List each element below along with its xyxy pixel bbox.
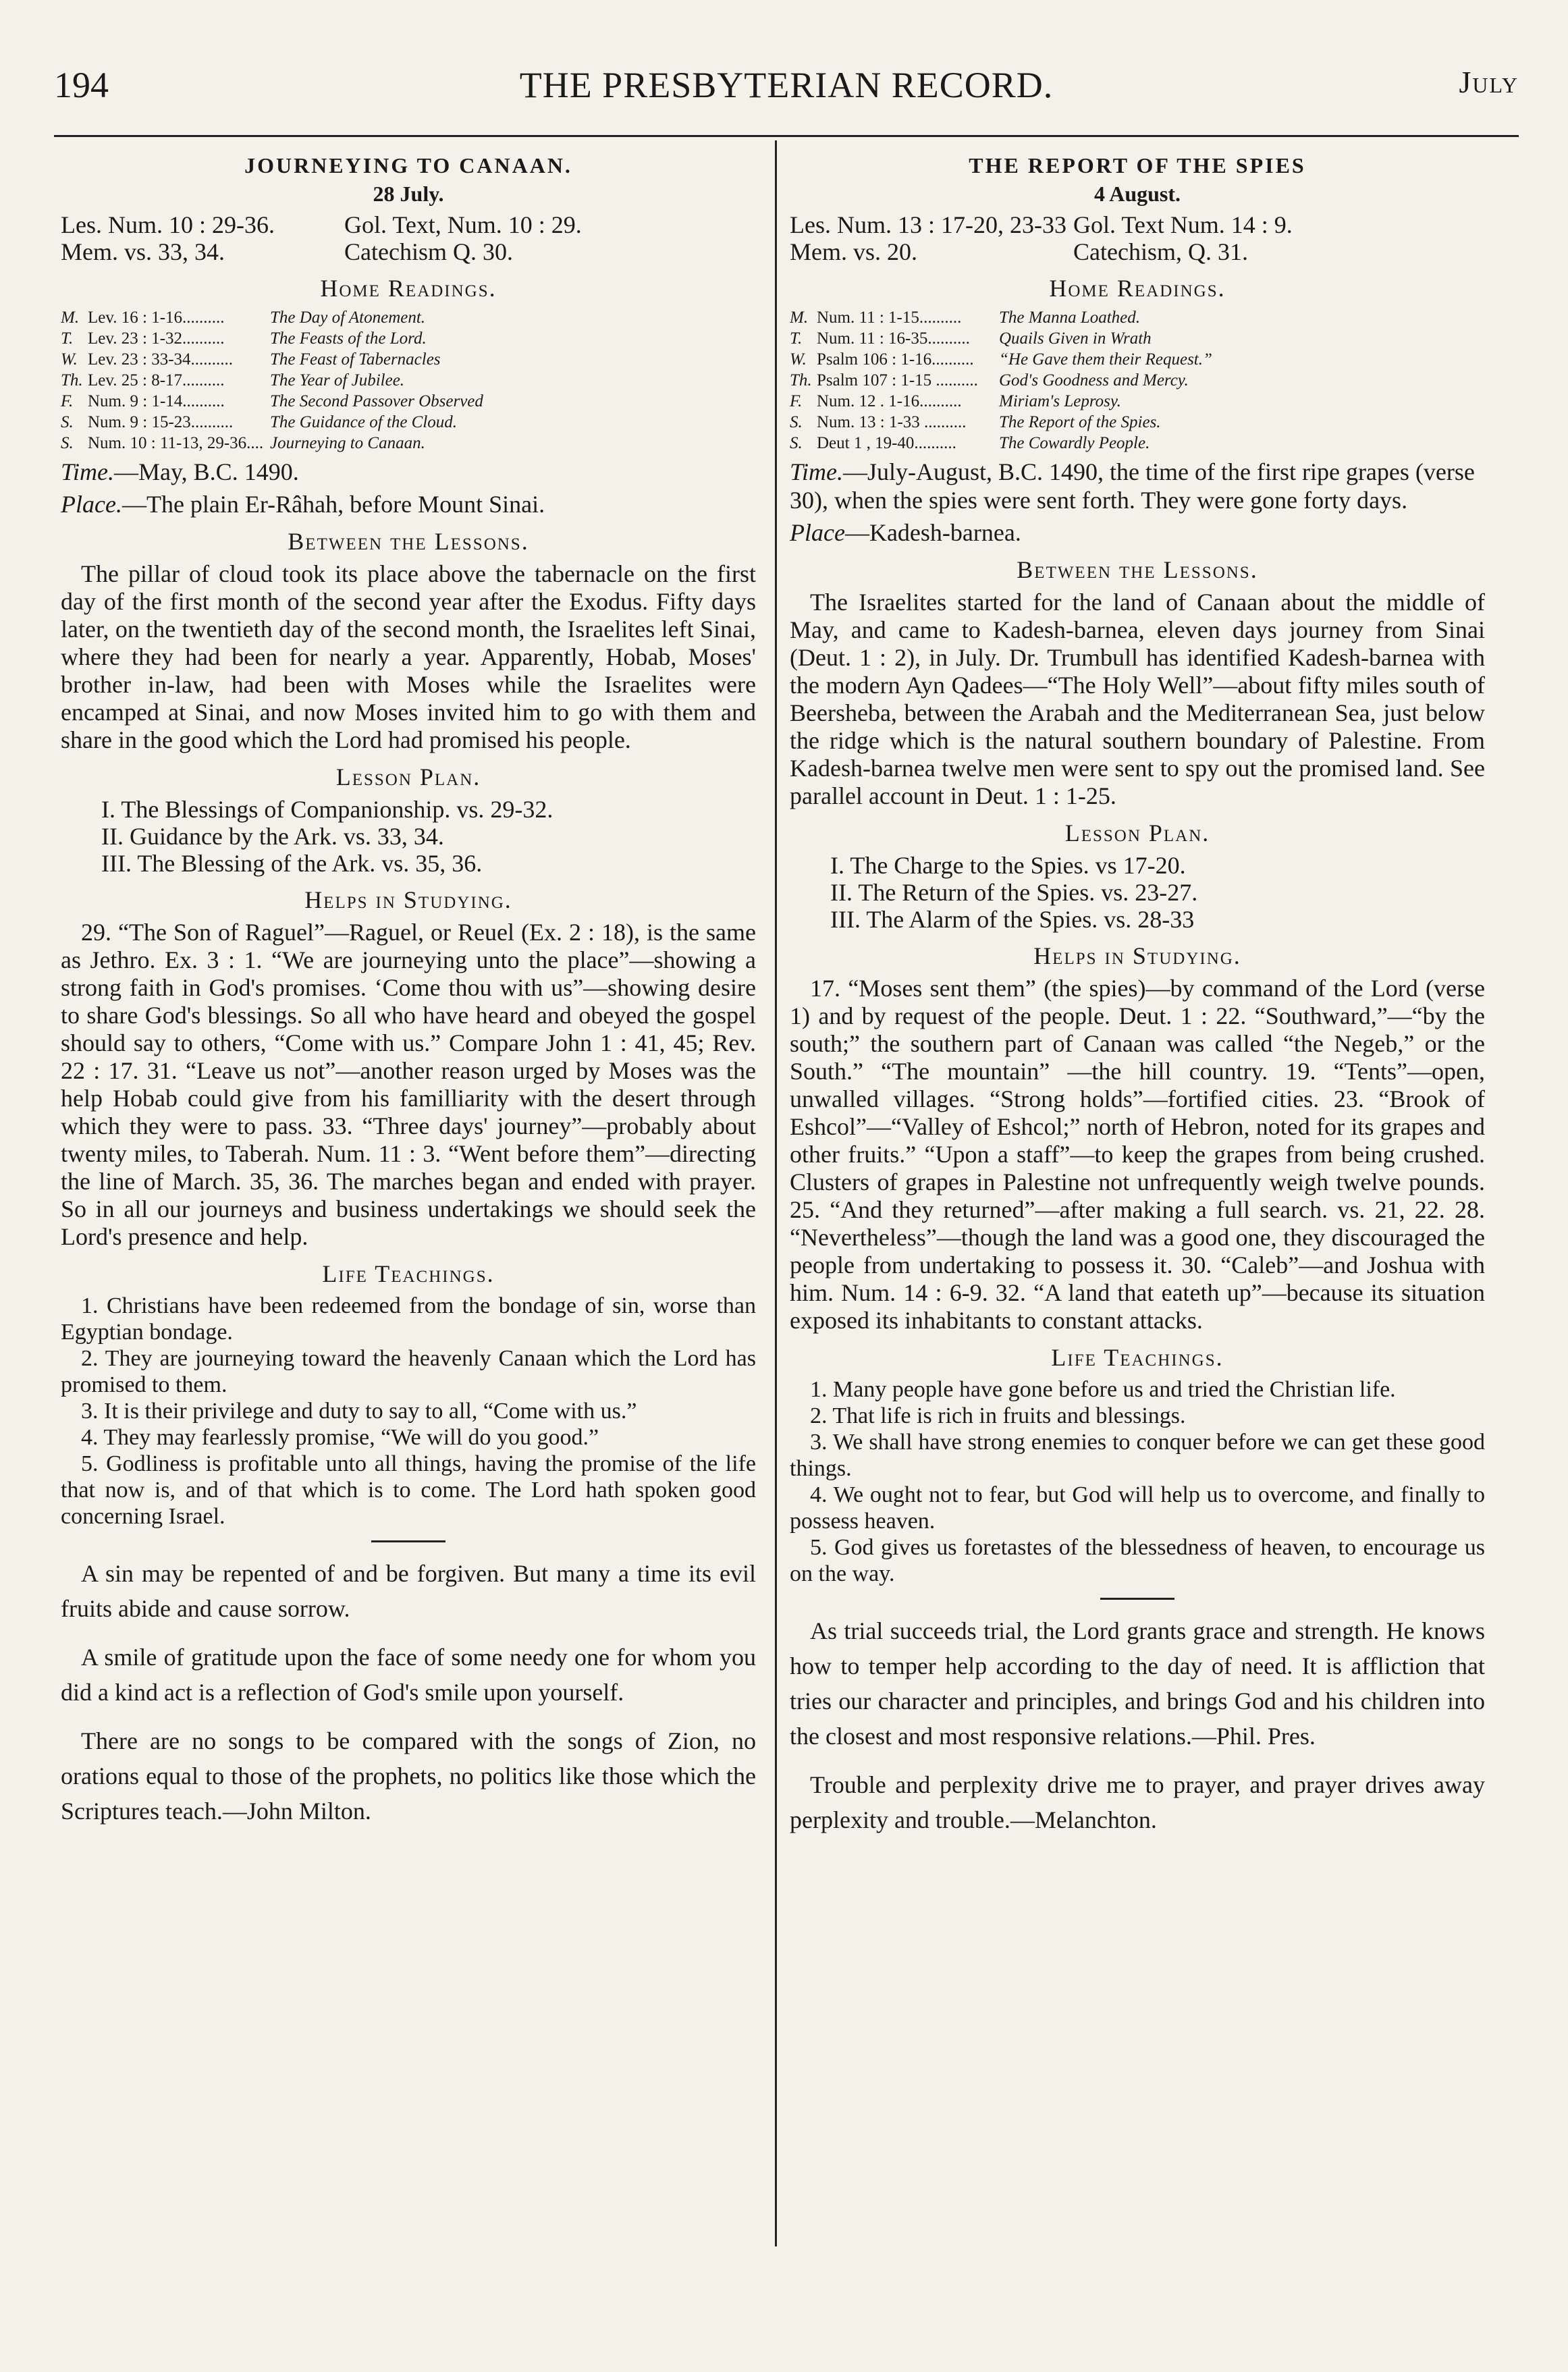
time-label: Time. <box>61 458 115 485</box>
reading-day: F. <box>61 392 74 410</box>
journal-title: THE PRESBYTERIAN RECORD. <box>519 65 1054 105</box>
lesson-place <box>790 518 1485 547</box>
reading-day: S. <box>61 434 74 452</box>
lesson-plan-item: I. The Charge to the Spies. vs 17-20. <box>830 852 1186 879</box>
reading-row <box>61 370 756 391</box>
between-lessons-text: The pillar of cloud took its place above the tabernacle on the first day of the first month of the second year after the Exodus. Fifty days later, on the twentieth day of the second month, the Israelites left Sinai, where they had been for nearly a year. Apparently, Hobab, Moses' brother in-law, had been with Moses while the Israelites were encamped at Sinai, and now Moses invited him to go with them and share in the good which the Lord had promised his people. <box>61 560 756 753</box>
life-teaching-item: 2. That life is rich in fruits and blessings. <box>810 1403 1186 1428</box>
catechism-ref: Catechism, Q. 31. <box>1073 238 1248 265</box>
reading-title: The Feasts of the Lord. <box>270 329 427 348</box>
lesson-plan-item: II. The Return of the Spies. vs. 23-27. <box>830 879 1198 906</box>
lesson-meta-row <box>790 238 1485 265</box>
life-teaching-item: 5. God gives us foretastes of the blessedness of heaven, to encourage us on the way. <box>790 1535 1485 1586</box>
reading-day: Th. <box>61 371 83 389</box>
reading-title: Journeying to Canaan. <box>270 434 425 452</box>
lesson-date: 28 July. <box>373 182 444 206</box>
reading-title: “He Gave them their Request.” <box>999 350 1212 369</box>
reading-ref: Lev. 16 : 1-16.......... <box>88 308 225 327</box>
issue-month: July <box>1459 65 1519 99</box>
column-divider <box>775 140 777 2246</box>
reading-row <box>790 391 1485 412</box>
lesson-plan-item: I. The Blessings of Companionship. vs. 29-32. <box>101 796 553 823</box>
helps-heading: Helps in Studying. <box>1033 942 1241 969</box>
reading-row <box>61 412 756 433</box>
reading-title: The Report of the Spies. <box>999 413 1161 431</box>
lesson-place <box>61 490 756 518</box>
life-teaching-item: 4. They may fearlessly promise, “We will do you good.” <box>81 1425 599 1450</box>
life-teaching-item: 1. Christians have been redeemed from the bondage of sin, worse than Egyptian bondage. <box>61 1293 756 1345</box>
reading-day: W. <box>790 350 807 369</box>
lesson-date: 4 August. <box>1093 182 1181 206</box>
life-teaching-item: 5. Godliness is profitable unto all things, having the promise of the life that now is, and of that which is to come. The Lord hath spoken good concerning Israel. <box>61 1451 756 1529</box>
lesson-column-right <box>790 152 1485 2244</box>
quote-paragraph: A smile of gratitude upon the face of some needy one for whom you did a kind act is a reflection of God's smile upon yourself. <box>61 1644 756 1706</box>
reading-row <box>790 433 1485 454</box>
life-teaching-item: 1. Many people have gone before us and tried the Christian life. <box>810 1377 1396 1402</box>
home-readings-heading: Home Readings. <box>1049 275 1226 302</box>
life-teaching-item: 3. We shall have strong enemies to conquer before we can get these good things. <box>790 1430 1485 1481</box>
reading-row <box>61 349 756 370</box>
reading-day: S. <box>790 434 803 452</box>
place-label: Place. <box>61 491 122 518</box>
between-lessons-text: The Israelites started for the land of Canaan about the middle of May, and came to Kadesh-barnea, eleven days journey from Sinai (Deut. 1 : 2), in July. Dr. Trumbull has identified Kadesh-barnea with the modern Ayn Qadees—“The Holy Well”—about fifty miles south of Beersheba, between the Arabah and the Mediterranean Sea, just below the ridge which is the natural southern boundary of Palestine. From Kadesh-barnea twelve men were sent to spy out the promised land. See parallel account in Deut. 1 : 1-25. <box>790 589 1485 809</box>
reading-title: Miriam's Leprosy. <box>999 392 1121 410</box>
lesson-reference: Les. Num. 13 : 17-20, 23-33 <box>790 211 1066 238</box>
reading-title: The Manna Loathed. <box>999 308 1141 327</box>
home-readings-heading: Home Readings. <box>320 275 497 302</box>
lesson-plan-heading: Lesson Plan. <box>1064 819 1210 846</box>
helps-heading: Helps in Studying. <box>304 886 512 913</box>
lesson-reference: Les. Num. 10 : 29-36. <box>61 211 275 238</box>
header-rule <box>54 135 1519 137</box>
reading-day: F. <box>790 392 803 410</box>
reading-ref: Num. 10 : 11-13, 29-36.... <box>88 434 264 452</box>
life-teaching-item: 2. They are journeying toward the heavenly Canaan which the Lord has promised to them. <box>61 1346 756 1397</box>
reading-row <box>790 370 1485 391</box>
reading-day: S. <box>61 413 74 431</box>
reading-title: The Guidance of the Cloud. <box>270 413 458 431</box>
place-label: Place <box>790 519 845 546</box>
home-readings-list <box>61 307 756 454</box>
reading-ref: Deut 1 , 19-40.......... <box>817 434 956 452</box>
golden-text: Gol. Text Num. 14 : 9. <box>1073 211 1293 238</box>
reading-title: The Year of Jubilee. <box>270 371 405 389</box>
reading-ref: Psalm 107 : 1-15 .......... <box>817 371 978 389</box>
reading-row <box>61 433 756 454</box>
place-text: —Kadesh-barnea. <box>844 519 1021 546</box>
life-teaching-item: 3. It is their privilege and duty to say to all, “Come with us.” <box>81 1399 637 1424</box>
reading-ref: Num. 11 : 1-15.......... <box>817 308 962 327</box>
life-teachings-heading: Life Teachings. <box>1051 1344 1224 1371</box>
quote-paragraph: There are no songs to be compared with the songs of Zion, no orations equal to those of the prophets, no politics like those which the Scriptures teach.—John Milton. <box>61 1727 756 1825</box>
lesson-meta-row <box>61 211 756 238</box>
golden-text: Gol. Text, Num. 10 : 29. <box>344 211 582 238</box>
helps-text: 17. “Moses sent them” (the spies)—by command of the Lord (verse 1) and by request of the people. Deut. 1 : 22. “Southward,”—“by the south;” the southern part of Canaan was called “the Negeb,” or the South.” “The mountain” —the hill country. 19. “Tents”—open, unwalled villages. “Strong holds”—fortified cities. 23. “Brook of Eshcol”—“Valley of Eshcol;” north of Hebron, noted for its grapes and other fruits.” “Upon a staff”—to keep the grapes from being crushed. Clusters of grapes in Palestine not unfrequently weigh twelve pounds. 25. “And they returned”—after making a full search. vs. 21, 22. 28. “Nevertheless”—though the land was a good one, they discouraged the people from undertaking to possess it. 30. “Caleb”—and Joshua with him. Num. 14 : 6-9. 32. “A land that eateth up”—because its situation exposed its inhabitants to constant attacks. <box>790 975 1485 1334</box>
lesson-plan-heading: Lesson Plan. <box>335 763 481 790</box>
place-text: —The plain Er-Râhah, before Mount Sinai. <box>121 491 545 518</box>
memory-verses: Mem. vs. 20. <box>790 238 917 265</box>
lesson-title: JOURNEYING TO CANAAN. <box>244 153 572 178</box>
lesson-meta-row <box>61 238 756 265</box>
reading-row <box>790 412 1485 433</box>
reading-day: Th. <box>790 371 812 389</box>
reading-day: T. <box>61 329 74 348</box>
section-divider <box>1100 1598 1174 1600</box>
memory-verses: Mem. vs. 33, 34. <box>61 238 225 265</box>
reading-day: M. <box>61 308 80 327</box>
lesson-plan-item: III. The Alarm of the Spies. vs. 28-33 <box>830 906 1195 933</box>
catechism-ref: Catechism Q. 30. <box>344 238 513 265</box>
life-teaching-item: 4. We ought not to fear, but God will help us to overcome, and finally to possess heaven. <box>790 1482 1485 1534</box>
reading-ref: Num. 9 : 15-23.......... <box>88 413 234 431</box>
reading-ref: Num. 12 . 1-16.......... <box>817 392 962 410</box>
reading-row <box>61 307 756 328</box>
lesson-column-left <box>61 152 756 2244</box>
lesson-plan-item: III. The Blessing of the Ark. vs. 35, 36. <box>101 850 483 877</box>
time-text: —May, B.C. 1490. <box>114 458 299 485</box>
reading-ref: Num. 11 : 16-35.......... <box>817 329 970 348</box>
reading-day: T. <box>790 329 803 348</box>
lesson-meta-row <box>790 211 1485 238</box>
reading-ref: Psalm 106 : 1-16.......... <box>817 350 974 369</box>
reading-title: The Feast of Tabernacles <box>270 350 441 369</box>
lesson-time <box>790 458 1485 514</box>
reading-row <box>61 391 756 412</box>
reading-title: The Second Passover Observed <box>270 392 483 410</box>
lesson-time <box>61 458 756 486</box>
time-text: —July-August, B.C. 1490, the time of the first ripe grapes (verse 30), when the spies were sent forth. They were gone forty days. <box>790 458 1475 514</box>
reading-day: M. <box>790 308 809 327</box>
page-header <box>54 64 1519 145</box>
section-divider <box>371 1540 445 1542</box>
time-label: Time. <box>790 458 844 485</box>
reading-row <box>61 328 756 349</box>
quote-paragraph: A sin may be repented of and be forgiven. But many a time its evil fruits abide and cause sorrow. <box>61 1560 756 1622</box>
reading-ref: Lev. 25 : 8-17.......... <box>88 371 225 389</box>
reading-ref: Lev. 23 : 1-32.......... <box>88 329 225 348</box>
between-lessons-heading: Between the Lessons. <box>1017 556 1258 583</box>
lesson-plan-item: II. Guidance by the Ark. vs. 33, 34. <box>101 823 444 850</box>
reading-ref: Num. 9 : 1-14.......... <box>88 392 225 410</box>
reading-day: W. <box>61 350 78 369</box>
between-lessons-heading: Between the Lessons. <box>288 528 529 555</box>
reading-row <box>790 328 1485 349</box>
reading-ref: Lev. 23 : 33-34.......... <box>88 350 234 369</box>
reading-title: The Cowardly People. <box>999 434 1150 452</box>
helps-text: 29. “The Son of Raguel”—Raguel, or Reuel (Ex. 2 : 18), is the same as Jethro. Ex. 3 : 1. “We are journeying unto the place”—showing a strong faith in God's promises. ‘Come thou with us”—showing desire to share God's blessings. So all who have heard and obeyed the gospel should say to others, “Come with us.” Compare John 1 : 41, 45; Rev. 22 : 17. 31. “Leave us not”—another reason urged by Moses was the help Hobab could give from his familliarity with the desert through which they were to pass. 33. “Three days' journey”—probably about twenty miles, to Taberah. Num. 11 : 3. “Went before them”—directing the line of March. 35, 36. The marches began and ended with prayer. So in all our journeys and business undertakings we should seek the Lord's presence and help. <box>61 919 756 1250</box>
quote-paragraph: Trouble and perplexity drive me to prayer, and prayer drives away perplexity and trouble.—Melanchton. <box>790 1771 1485 1833</box>
life-teachings-heading: Life Teachings. <box>322 1260 495 1287</box>
reading-title: The Day of Atonement. <box>270 308 426 327</box>
reading-row <box>790 307 1485 328</box>
reading-title: Quails Given in Wrath <box>999 329 1152 348</box>
lesson-title: THE REPORT OF THE SPIES <box>969 153 1306 178</box>
reading-day: S. <box>790 413 803 431</box>
reading-ref: Num. 13 : 1-33 .......... <box>817 413 967 431</box>
reading-title: God's Goodness and Mercy. <box>999 371 1189 389</box>
page-number: 194 <box>54 65 109 105</box>
quote-paragraph: As trial succeeds trial, the Lord grants grace and strength. He knows how to temper help according to the day of need. It is affliction that tries our character and principles, and brings God and his children into the closest and most responsive relations.—Phil. Pres. <box>790 1617 1485 1750</box>
reading-row <box>790 349 1485 370</box>
home-readings-list <box>790 307 1485 454</box>
